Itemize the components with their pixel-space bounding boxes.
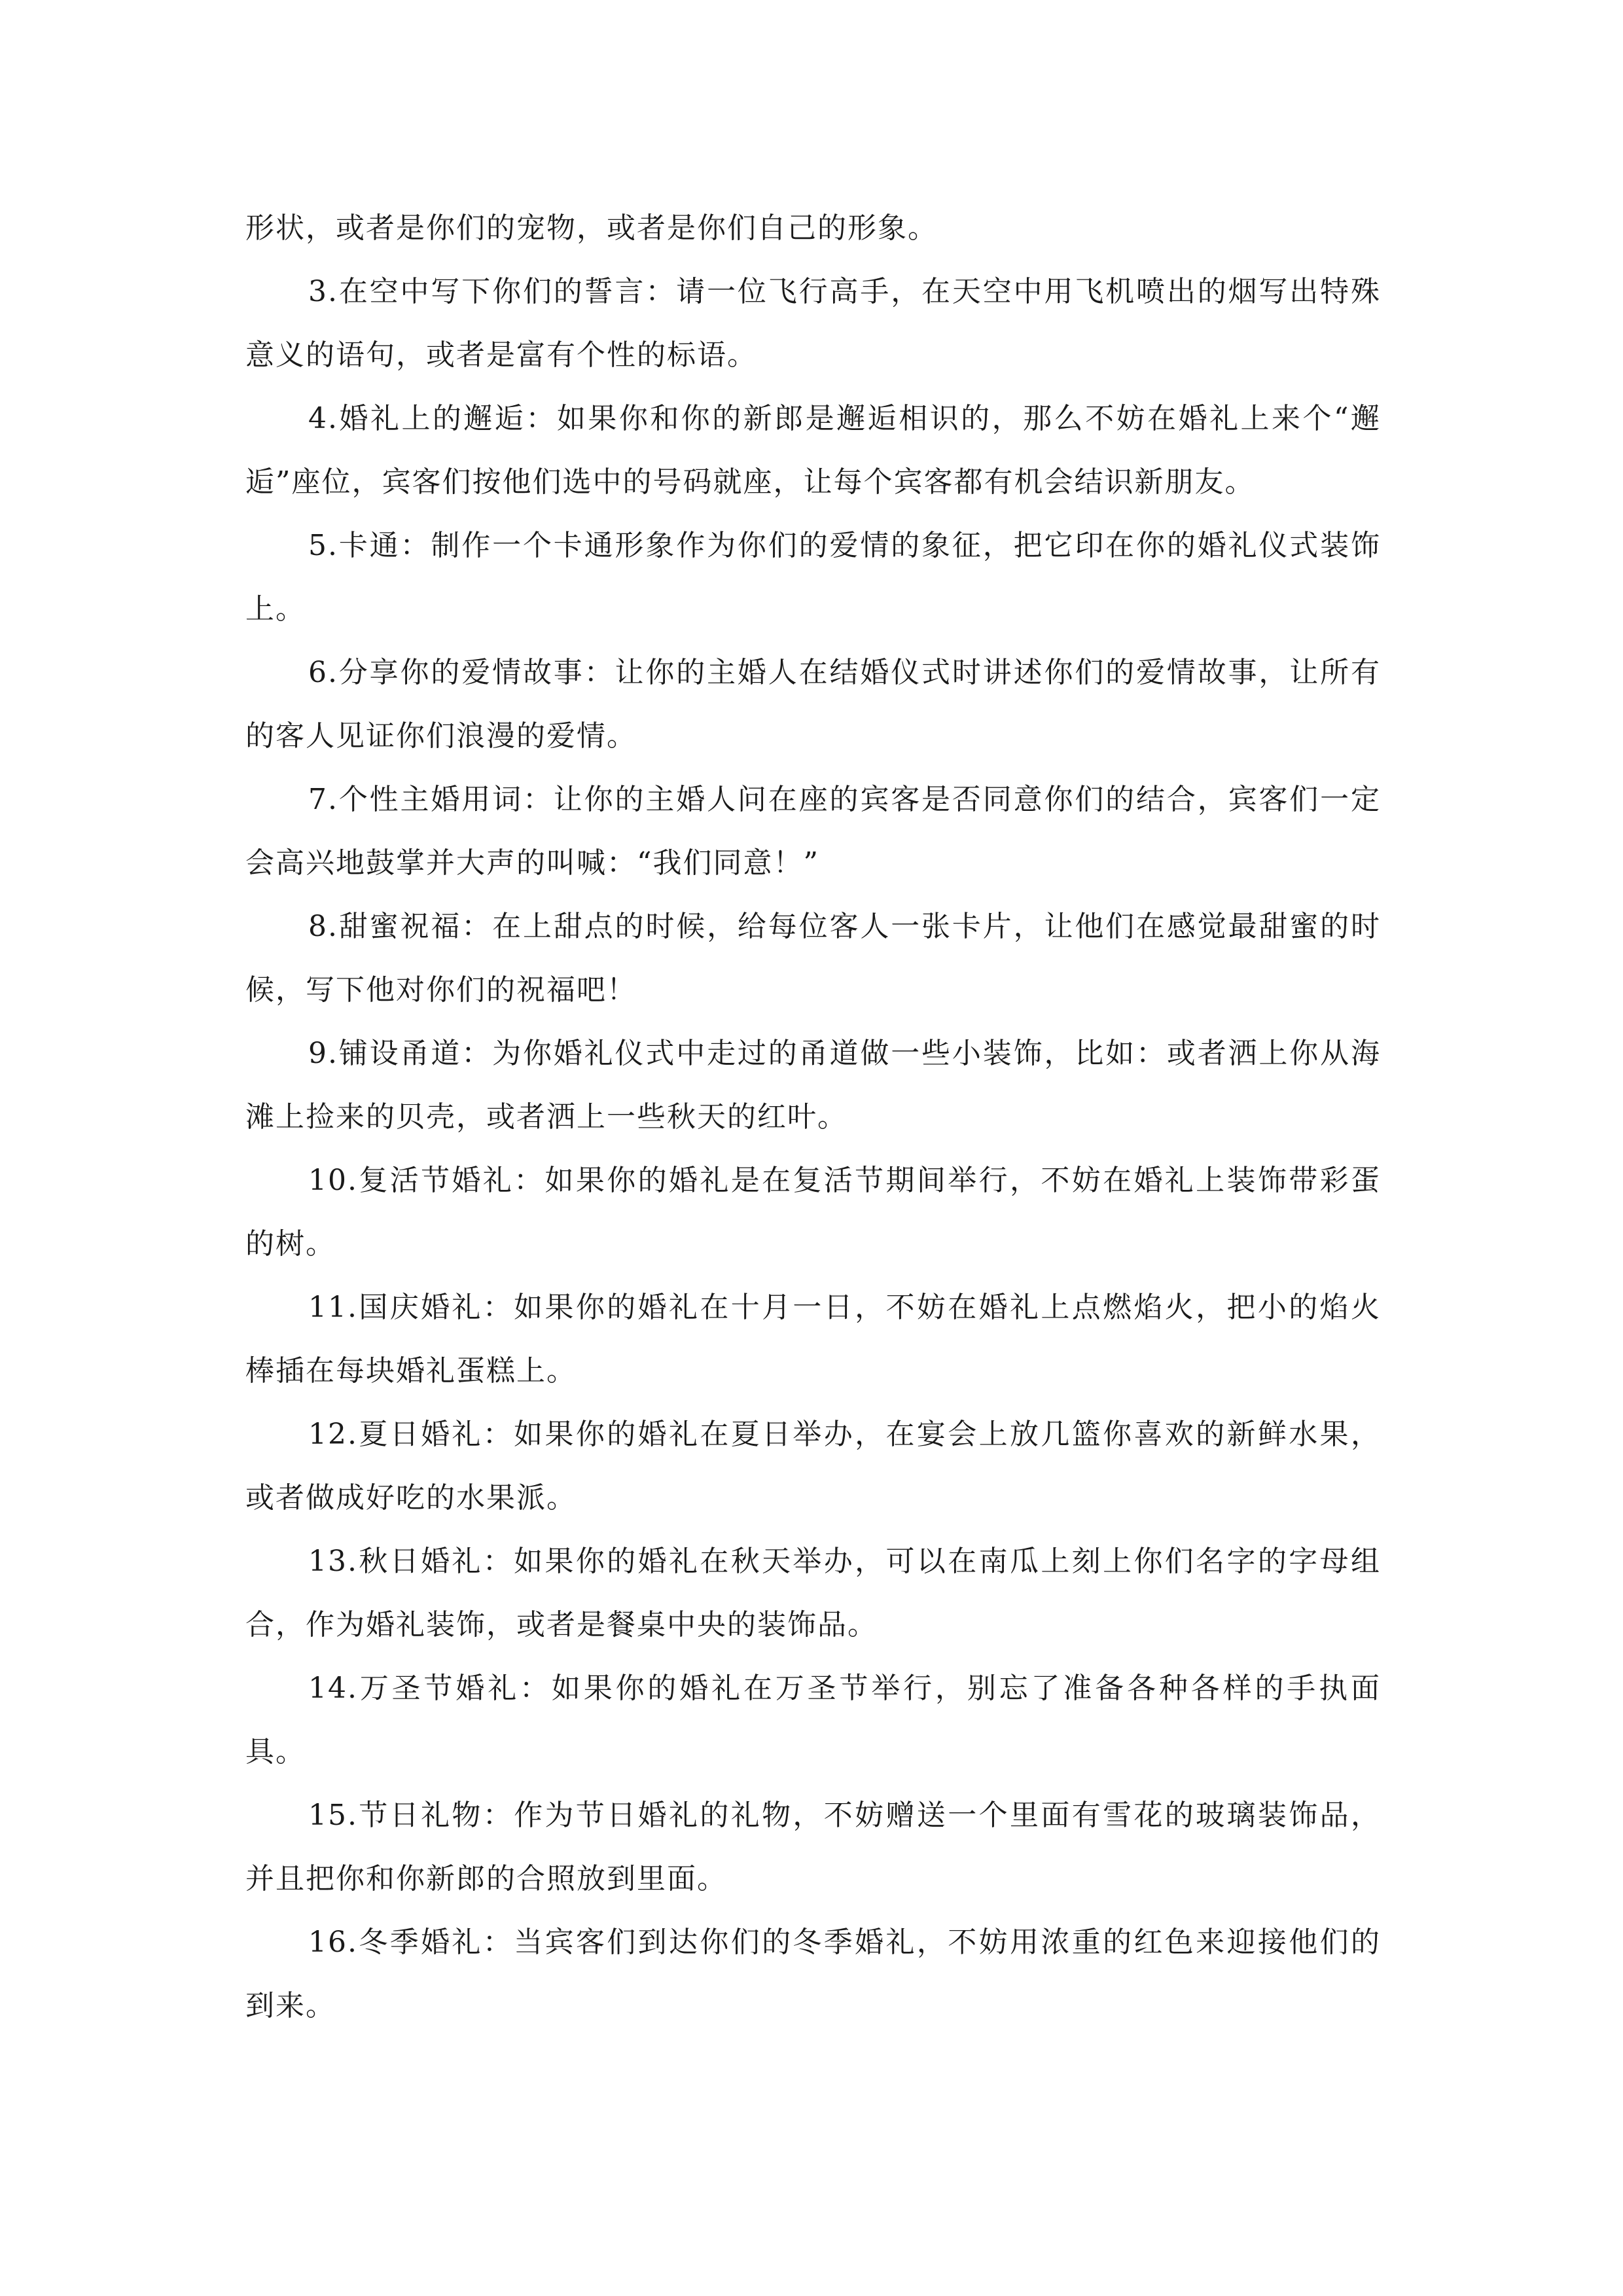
paragraph-item-13: 13.秋日婚礼：如果你的婚礼在秋天举办，可以在南瓜上刻上你们名字的字母组合，作为婚礼装饰，或者是餐桌中央的装饰品。 xyxy=(245,1545,1381,1641)
paragraph-item-9: 9.铺设甬道：为你婚礼仪式中走过的甬道做一些小装饰，比如：或者洒上你从海滩上捡来的贝壳，或者洒上一些秋天的红叶。 xyxy=(245,1037,1381,1134)
paragraph-item-7: 7.个性主婚用词：让你的主婚人问在座的宾客是否同意你们的结合，宾客们一定会高兴地鼓掌并大声的叫喊：“我们同意！” xyxy=(245,783,1381,880)
paragraph-item-8: 8.甜蜜祝福：在上甜点的时候，给每位客人一张卡片，让他们在感觉最甜蜜的时候，写下他对你们的祝福吧！ xyxy=(245,910,1381,1007)
paragraph-item-5: 5.卡通：制作一个卡通形象作为你们的爱情的象征，把它印在你的婚礼仪式装饰上。 xyxy=(245,529,1381,626)
paragraph-continued: 形状，或者是你们的宠物，或者是你们自己的形象。 xyxy=(245,211,938,245)
paragraph-item-11: 11.国庆婚礼：如果你的婚礼在十月一日，不妨在婚礼上点燃焰火，把小的焰火棒插在每块婚礼蛋糕上。 xyxy=(245,1291,1381,1388)
paragraph-item-16: 16.冬季婚礼：当宾客们到达你们的冬季婚礼，不妨用浓重的红色来迎接他们的到来。 xyxy=(245,1926,1381,2022)
paragraph-item-3: 3.在空中写下你们的誓言：请一位飞行高手，在天空中用飞机喷出的烟写出特殊意义的语句，或者是富有个性的标语。 xyxy=(245,275,1381,372)
paragraph-item-14: 14.万圣节婚礼：如果你的婚礼在万圣节举行，别忘了准备各种各样的手执面具。 xyxy=(245,1672,1381,1768)
paragraph-item-4: 4.婚礼上的邂逅：如果你和你的新郎是邂逅相识的，那么不妨在婚礼上来个“邂逅”座位，宾客们按他们选中的号码就座，让每个宾客都有机会结识新朋友。 xyxy=(245,402,1381,499)
paragraph-item-12: 12.夏日婚礼：如果你的婚礼在夏日举办，在宴会上放几篮你喜欢的新鲜水果，或者做成好吃的水果派。 xyxy=(245,1418,1381,1515)
paragraph-item-10: 10.复活节婚礼：如果你的婚礼是在复活节期间举行，不妨在婚礼上装饰带彩蛋的树。 xyxy=(245,1164,1381,1261)
document-body xyxy=(245,196,1381,2037)
paragraph-item-6: 6.分享你的爱情故事：让你的主婚人在结婚仪式时讲述你们的爱情故事，让所有的客人见证你们浪漫的爱情。 xyxy=(245,656,1381,753)
paragraph-item-15: 15.节日礼物：作为节日婚礼的礼物，不妨赠送一个里面有雪花的玻璃装饰品，并且把你和你新郎的合照放到里面。 xyxy=(245,1799,1381,1895)
